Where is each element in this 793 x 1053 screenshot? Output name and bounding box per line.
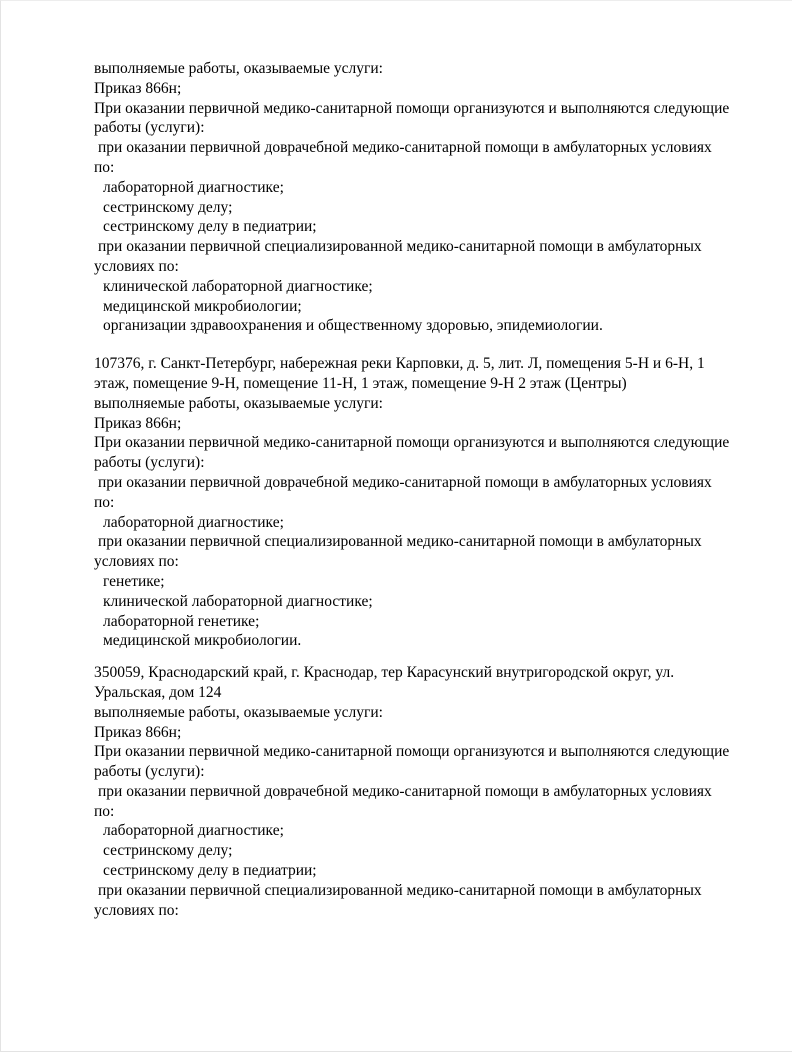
text-line: этаж, помещение 9-Н, помещение 11-Н, 1 этаж, помещение 9-Н 2 этаж (Центры) [94, 374, 627, 392]
text-line: условиях по: [94, 553, 179, 571]
text-line: выполняемые работы, оказываемые услуги: [94, 703, 383, 721]
license-section-2 [94, 354, 742, 651]
text-line: При оказании первичной медико-санитарной помощи организуются и выполняются следующие [94, 99, 730, 117]
text-line: Приказ 866н; [94, 723, 182, 741]
text-line: по: [94, 802, 115, 820]
text-line: клинической лабораторной диагностике; [103, 277, 373, 295]
text-line: работы (услуги): [94, 454, 205, 472]
text-line: При оказании первичной медико-санитарной помощи организуются и выполняются следующие [94, 434, 730, 452]
text-line: организации здравоохранения и общественному здоровью, эпидемиологии. [103, 317, 603, 335]
license-section-3 [94, 663, 742, 920]
text-line: Приказ 866н; [94, 414, 182, 432]
text-line: лабораторной диагностике; [103, 822, 284, 840]
text-line: При оказании первичной медико-санитарной помощи организуются и выполняются следующие [94, 743, 730, 761]
text-line: Приказ 866н; [94, 79, 182, 97]
text-line: при оказании первичной специализированной медико-санитарной помощи в амбулаторных [98, 238, 702, 256]
text-line: медицинской микробиологии; [103, 297, 302, 315]
text-line: генетике; [103, 572, 165, 590]
text-line: условиях по: [94, 901, 179, 919]
text-line: сестринскому делу; [103, 842, 233, 860]
text-line: лабораторной диагностике; [103, 178, 284, 196]
text-line: выполняемые работы, оказываемые услуги: [94, 60, 383, 77]
text-line: лабораторной диагностике; [103, 513, 284, 531]
text-line: при оказании первичной доврачебной медико-санитарной помощи в амбулаторных условиях [98, 139, 712, 157]
license-section-1 [94, 59, 742, 336]
text-line: 350059, Краснодарский край, г. Краснодар, тер Карасунский внутригородской округ, ул. [94, 664, 675, 682]
text-line: по: [94, 158, 115, 176]
text-line: сестринскому делу в педиатрии; [103, 862, 317, 880]
text-line: 107376, г. Санкт-Петербург, набережная реки Карповки, д. 5, лит. Л, помещения 5-Н и 6-Н, 1 [94, 355, 705, 373]
text-line: работы (услуги): [94, 763, 205, 781]
text-line: медицинской микробиологии. [103, 632, 302, 650]
text-line: по: [94, 493, 115, 511]
text-line: лабораторной генетике; [103, 612, 260, 630]
text-line: при оказании первичной специализированной медико-санитарной помощи в амбулаторных [98, 881, 702, 899]
text-line: выполняемые работы, оказываемые услуги: [94, 394, 383, 412]
text-line: условиях по: [94, 257, 179, 275]
text-line: Уральская, дом 124 [94, 683, 222, 701]
text-line: при оказании первичной доврачебной медико-санитарной помощи в амбулаторных условиях [98, 473, 712, 491]
document-text [94, 59, 742, 920]
text-line: при оказании первичной доврачебной медико-санитарной помощи в амбулаторных условиях [98, 782, 712, 800]
text-line: при оказании первичной специализированной медико-санитарной помощи в амбулаторных [98, 533, 702, 551]
text-line: сестринскому делу в педиатрии; [103, 218, 317, 236]
text-line: работы (услуги): [94, 119, 205, 137]
text-line: сестринскому делу; [103, 198, 233, 216]
text-line: клинической лабораторной диагностике; [103, 592, 373, 610]
